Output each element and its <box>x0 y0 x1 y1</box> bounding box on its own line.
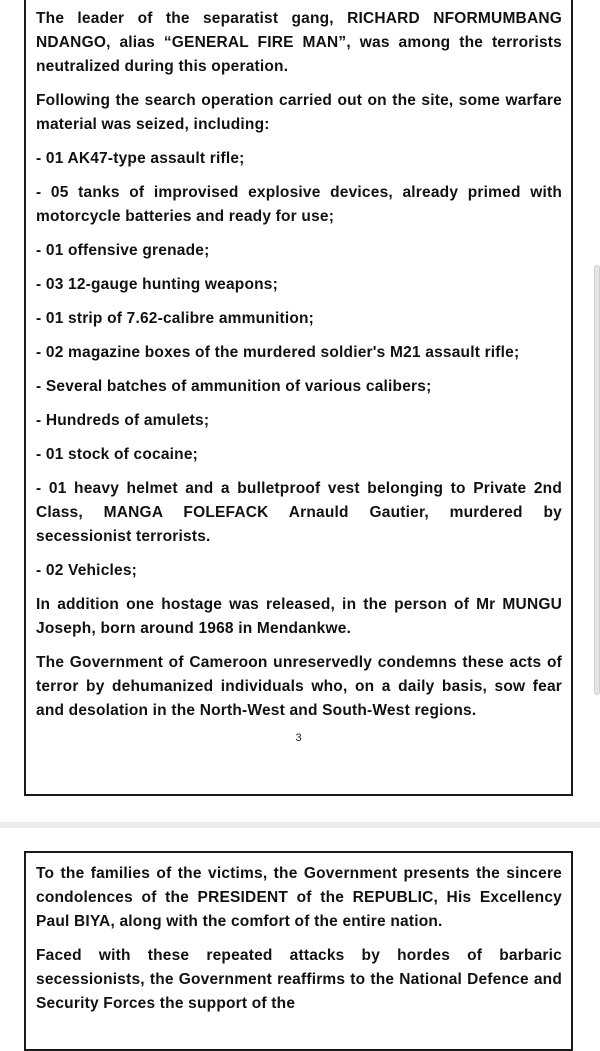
list-item: - 01 strip of 7.62-calibre ammunition; <box>36 310 315 327</box>
page-body <box>26 853 571 1016</box>
list-item: - Several batches of ammunition of various calibers; <box>36 378 432 395</box>
list-item: - 02 magazine boxes of the murdered soldier's M21 assault rifle; <box>36 344 520 361</box>
paragraph-condemnation: The Government of Cameroon unreservedly condemns these acts of terror by dehumanized individuals who, on a daily basis, sow fear and desolation in the North-West and South-West regions. <box>36 654 562 719</box>
list-item: - 01 offensive grenade; <box>36 242 210 259</box>
scrollbar[interactable] <box>594 265 600 695</box>
page-separator <box>0 822 600 828</box>
paragraph-condolences: To the families of the victims, the Government presents the sincere condolences of the PRESIDENT of the REPUBLIC, His Excellency Paul BIYA, along with the comfort of the entire nation. <box>36 865 562 930</box>
list-item: - 05 tanks of improvised explosive devices, already primed with motorcycle batteries and ready for use; <box>36 184 562 225</box>
paragraph-reaffirm: Faced with these repeated attacks by hordes of barbaric secessionists, the Government reaffirms to the National Defence and Security Forces the support of the <box>36 947 562 1012</box>
list-item: - 01 stock of cocaine; <box>36 446 199 463</box>
list-item: - 01 heavy helmet and a bulletproof vest belonging to Private 2nd Class, MANGA FOLEFACK Arnauld Gautier, murdered by secessionist terrorists. <box>36 480 562 545</box>
list-item: - 03 12-gauge hunting weapons; <box>36 276 278 293</box>
list-item: - 01 AK47-type assault rifle; <box>36 150 245 167</box>
document-page-4 <box>24 851 573 1051</box>
page-number: 3 <box>295 732 302 744</box>
page-body <box>26 0 571 723</box>
document-page-3 <box>24 0 573 796</box>
paragraph-leader: The leader of the separatist gang, RICHARD NFORMUMBANG NDANGO, alias “GENERAL FIRE MAN”, was among the terrorists neutralized during this operation. <box>36 10 562 75</box>
list-item: - 02 Vehicles; <box>36 562 138 579</box>
paragraph-hostage: In addition one hostage was released, in the person of Mr MUNGU Joseph, born around 1968 in Mendankwe. <box>36 596 562 637</box>
list-item: - Hundreds of amulets; <box>36 412 210 429</box>
paragraph-seized-intro: Following the search operation carried out on the site, some warfare material was seized, including: <box>36 92 562 133</box>
